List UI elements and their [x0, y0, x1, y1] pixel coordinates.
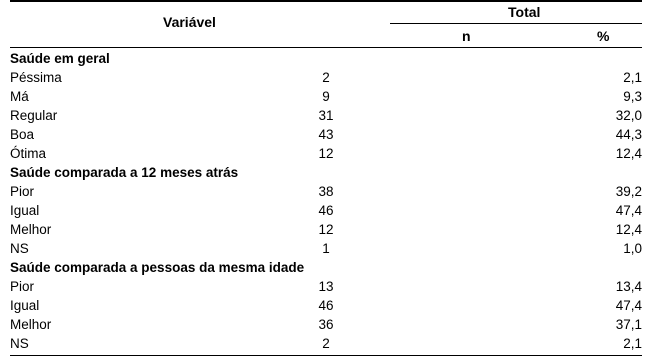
header-rule: [10, 47, 642, 48]
row-pct: 47,4: [615, 298, 642, 313]
row-label: Boa: [10, 127, 35, 142]
row-label: NS: [10, 241, 29, 256]
table-row: [10, 220, 642, 239]
row-label: Má: [10, 89, 29, 104]
row-pct: 12,4: [615, 146, 642, 161]
table-row: [10, 144, 642, 163]
row-n: 43: [318, 127, 334, 142]
row-label: Melhor: [10, 222, 52, 237]
row-label: Melhor: [10, 317, 52, 332]
section-title: Saúde comparada a pessoas da mesma idade: [10, 260, 305, 275]
row-n: 13: [318, 279, 334, 294]
table-row: [10, 68, 642, 87]
row-n: 9: [322, 89, 330, 104]
section-title: Saúde comparada a 12 meses atrás: [10, 165, 239, 180]
table-row: [10, 277, 642, 296]
row-pct: 44,3: [615, 127, 642, 142]
row-n: 2: [322, 70, 330, 85]
table-row: [10, 201, 642, 220]
header-variable: Variável: [163, 14, 216, 30]
bottom-rule: [10, 355, 642, 356]
section-header: [10, 258, 642, 277]
row-n: 46: [318, 298, 334, 313]
row-n: 36: [318, 317, 334, 332]
table-row: [10, 125, 642, 144]
section-header: [10, 49, 642, 68]
header-pct: %: [597, 28, 610, 44]
row-n: 1: [322, 241, 330, 256]
row-label: Igual: [10, 203, 40, 218]
table-row: [10, 87, 642, 106]
row-pct: 37,1: [615, 317, 642, 332]
row-label: Ótima: [10, 146, 47, 161]
row-pct: 12,4: [615, 222, 642, 237]
table-row: [10, 296, 642, 315]
data-table: [10, 0, 642, 359]
row-pct: 1,0: [623, 241, 642, 256]
table-body: [10, 49, 642, 353]
top-rule: [10, 0, 642, 2]
table-row: [10, 315, 642, 334]
row-label: Igual: [10, 298, 40, 313]
table-row: [10, 106, 642, 125]
table-row: [10, 239, 642, 258]
row-n: 12: [318, 222, 334, 237]
row-pct: 9,3: [623, 89, 642, 104]
row-label: Pior: [10, 279, 35, 294]
group-rule: [390, 23, 642, 24]
row-pct: 13,4: [615, 279, 642, 294]
row-n: 31: [318, 108, 334, 123]
row-label: Regular: [10, 108, 58, 123]
header-total: Total: [508, 4, 541, 20]
row-n: 46: [318, 203, 334, 218]
row-n: 12: [318, 146, 334, 161]
row-pct: 2,1: [623, 70, 642, 85]
row-n: 2: [322, 336, 330, 351]
section-header: [10, 163, 642, 182]
header-n: n: [462, 28, 471, 44]
row-pct: 2,1: [623, 336, 642, 351]
section-title: Saúde em geral: [10, 51, 110, 66]
row-pct: 39,2: [615, 184, 642, 199]
table-row: [10, 182, 642, 201]
row-pct: 47,4: [615, 203, 642, 218]
row-n: 38: [318, 184, 334, 199]
row-label: Péssima: [10, 70, 62, 85]
table-row: [10, 334, 642, 353]
row-label: NS: [10, 336, 29, 351]
row-label: Pior: [10, 184, 35, 199]
row-pct: 32,0: [615, 108, 642, 123]
